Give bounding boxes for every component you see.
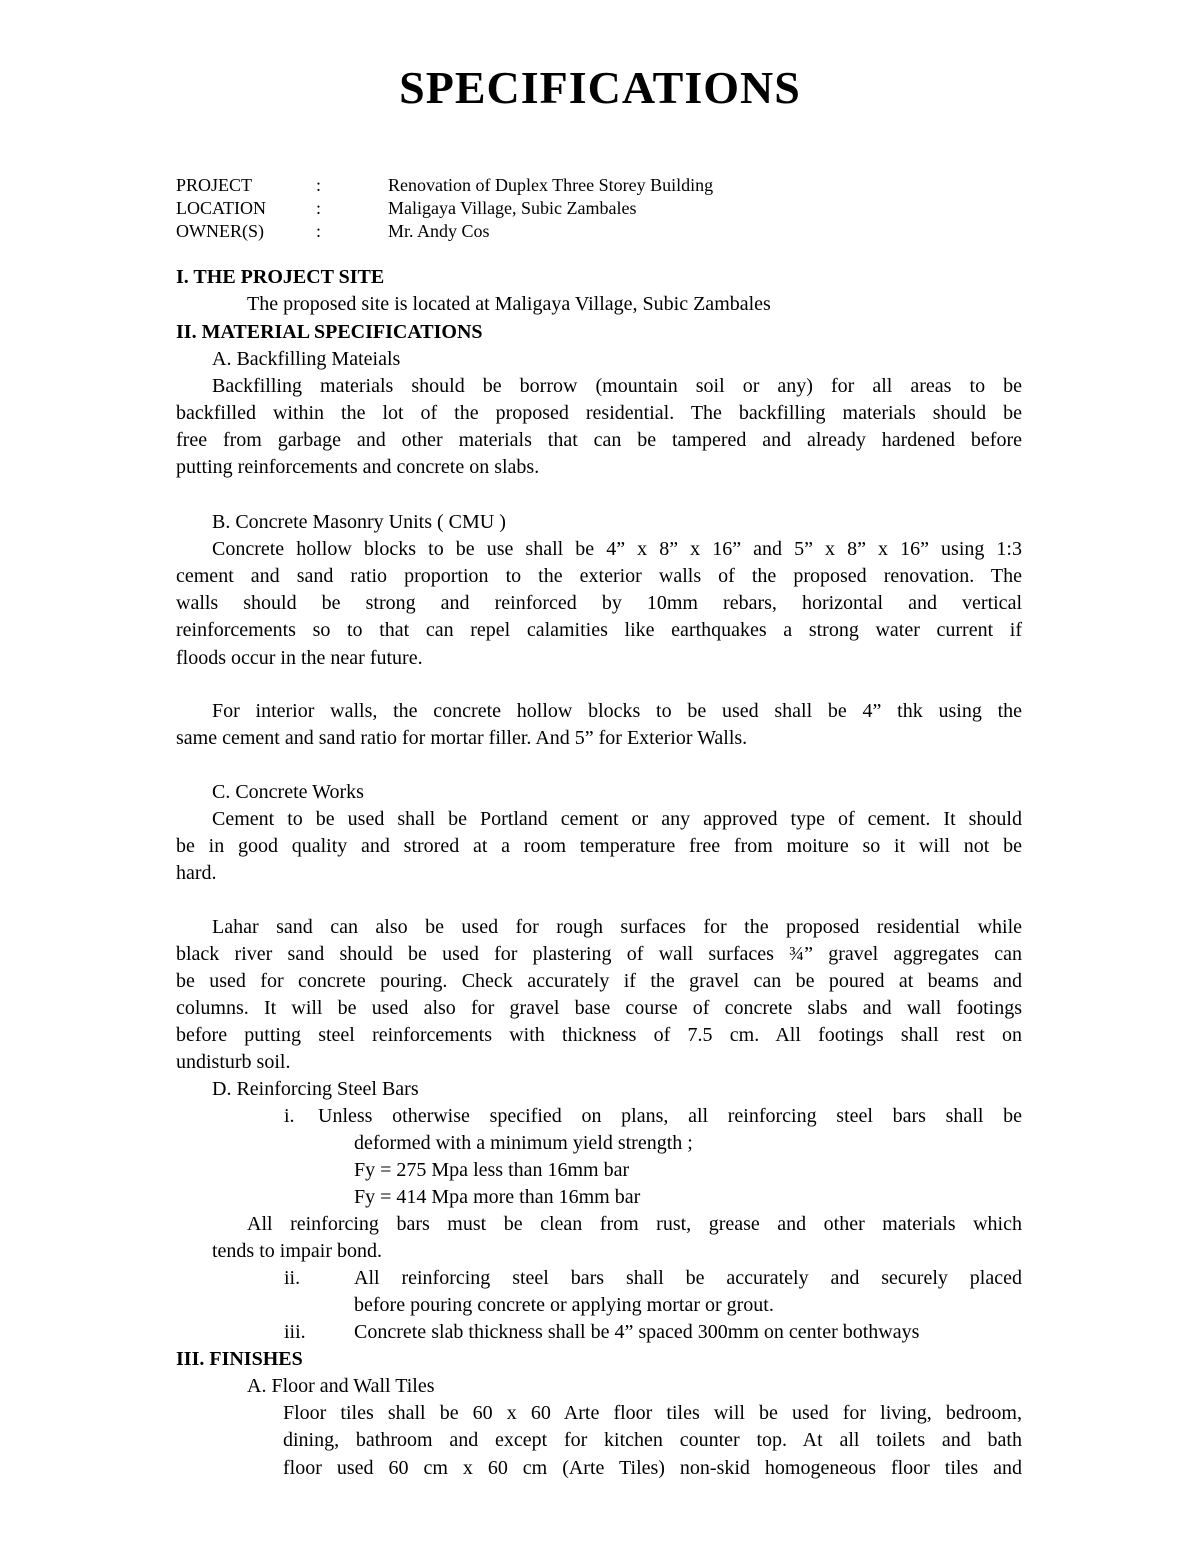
meta-value: Renovation of Duplex Three Storey Building	[388, 175, 714, 195]
paragraph-line: free from garbage and other materials that can be tampered and already hardened before	[176, 429, 1022, 451]
paragraph-line: floor used 60 cm x 60 cm (Arte Tiles) non-skid homogeneous floor tiles and	[283, 1457, 1022, 1479]
paragraph-line: reinforcements so to that can repel calamities like earthquakes a strong water current if	[176, 619, 1022, 641]
meta-colon: :	[316, 198, 322, 218]
paragraph-line: dining, bathroom and except for kitchen counter top. At all toilets and bath	[283, 1429, 1022, 1451]
page-title: SPECIFICATIONS	[399, 62, 801, 113]
list-item-text: Unless otherwise specified on plans, all reinforcing steel bars shall be	[318, 1105, 1022, 1127]
paragraph-line: be in good quality and strored at a room temperature free from moiture so it will not be	[176, 835, 1022, 857]
meta-key: OWNER(S)	[176, 221, 264, 241]
section-heading: I. THE PROJECT SITE	[176, 266, 385, 288]
meta-key: LOCATION	[176, 198, 266, 218]
paragraph-line: backfilled within the lot of the proposed residential. The backfilling materials should be	[176, 402, 1022, 424]
paragraph-line: columns. It will be used also for gravel base course of concrete slabs and wall footings	[176, 997, 1022, 1019]
paragraph-line: Lahar sand can also be used for rough surfaces for the proposed residential while	[212, 916, 1022, 938]
paragraph-line: All reinforcing bars must be clean from rust, grease and other materials which	[247, 1213, 1022, 1235]
subsection-heading: D. Reinforcing Steel Bars	[212, 1078, 419, 1100]
paragraph-line: hard.	[176, 862, 217, 884]
list-item-text: Fy = 275 Mpa less than 16mm bar	[354, 1159, 630, 1181]
meta-colon: :	[316, 175, 322, 195]
subsection-heading: C. Concrete Works	[212, 781, 364, 803]
paragraph-line: The proposed site is located at Maligaya Village, Subic Zambales	[247, 293, 771, 315]
list-item-number: iii.	[284, 1321, 306, 1343]
list-item-number: i.	[284, 1105, 295, 1127]
section-heading: III. FINISHES	[176, 1348, 303, 1370]
paragraph-line: Backfilling materials should be borrow (mountain soil or any) for all areas to be	[212, 375, 1022, 397]
meta-value: Mr. Andy Cos	[388, 221, 490, 241]
paragraph-line: cement and sand ratio proportion to the exterior walls of the proposed renovation. The	[176, 565, 1022, 587]
paragraph-line: Cement to be used shall be Portland cement or any approved type of cement. It should	[212, 808, 1022, 830]
paragraph-line: before putting steel reinforcements with thickness of 7.5 cm. All footings shall rest on	[176, 1024, 1022, 1046]
paragraph-line: tends to impair bond.	[212, 1240, 382, 1262]
subsection-heading: A. Backfilling Mateials	[212, 348, 401, 370]
list-item-text: before pouring concrete or applying mortar or grout.	[354, 1294, 774, 1316]
list-item-text: Concrete slab thickness shall be 4” spaced 300mm on center bothways	[354, 1321, 920, 1343]
subsection-heading: A. Floor and Wall Tiles	[247, 1375, 435, 1397]
meta-value: Maligaya Village, Subic Zambales	[388, 198, 637, 218]
paragraph-line: black river sand should be used for plastering of wall surfaces ¾” gravel aggregates can	[176, 943, 1022, 965]
paragraph-line: For interior walls, the concrete hollow blocks to be used shall be 4” thk using the	[212, 700, 1022, 722]
meta-colon: :	[316, 221, 322, 241]
paragraph-line: be used for concrete pouring. Check accurately if the gravel can be poured at beams and	[176, 970, 1022, 992]
paragraph-line: undisturb soil.	[176, 1051, 291, 1073]
list-item-text: All reinforcing steel bars shall be accurately and securely placed	[354, 1267, 1022, 1289]
paragraph-line: putting reinforcements and concrete on slabs.	[176, 456, 540, 478]
list-item-text: Fy = 414 Mpa more than 16mm bar	[354, 1186, 641, 1208]
subsection-heading: B. Concrete Masonry Units ( CMU )	[212, 511, 506, 533]
list-item-text: deformed with a minimum yield strength ;	[354, 1132, 693, 1154]
paragraph-line: Concrete hollow blocks to be use shall be 4” x 8” x 16” and 5” x 8” x 16” using 1:3	[212, 538, 1022, 560]
paragraph-line: same cement and sand ratio for mortar filler. And 5” for Exterior Walls.	[176, 727, 748, 749]
paragraph-line: Floor tiles shall be 60 x 60 Arte floor tiles will be used for living, bedroom,	[283, 1402, 1022, 1424]
section-heading: II. MATERIAL SPECIFICATIONS	[176, 321, 483, 343]
paragraph-line: floods occur in the near future.	[176, 647, 423, 669]
list-item-number: ii.	[284, 1267, 301, 1289]
paragraph-line: walls should be strong and reinforced by 10mm rebars, horizontal and vertical	[176, 592, 1022, 614]
meta-key: PROJECT	[176, 175, 253, 195]
